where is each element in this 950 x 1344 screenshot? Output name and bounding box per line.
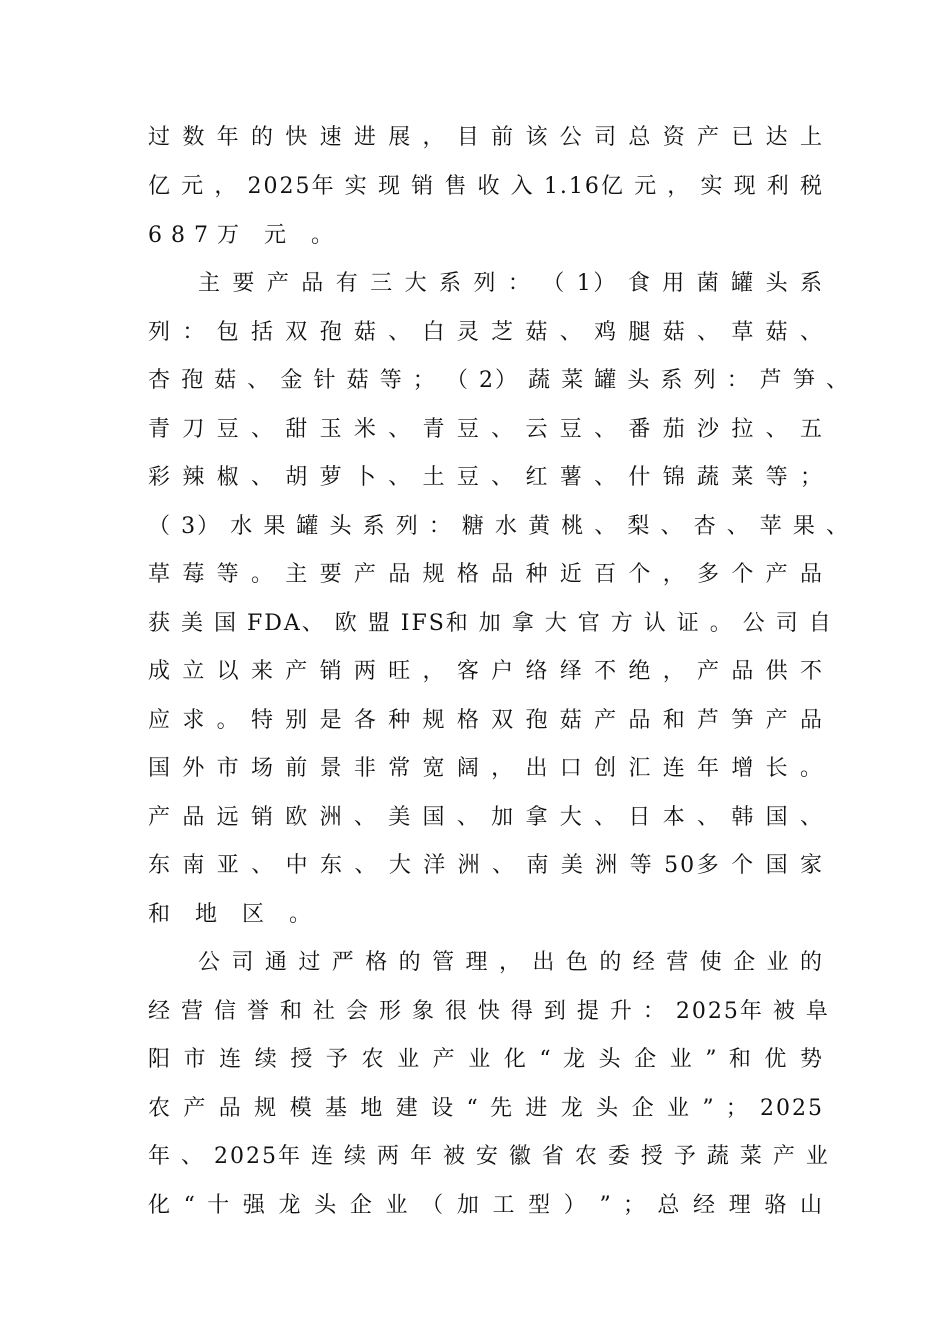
text-line: 亿 元 ， 2025年 实 现 销 售 收 入 1.16亿 元 ， 实 现 利 税 (148, 174, 824, 199)
text-line: 青 刀 豆 、 甜 玉 米 、 青 豆 、 云 豆 、 番 茄 沙 拉 、 五 (148, 417, 824, 442)
text-line: 和 地 区 。 (148, 902, 320, 927)
text-line: 东 南 亚 、 中 东 、 大 洋 洲 、 南 美 洲 等 50多 个 国 家 (148, 853, 824, 878)
text-line: 经 营 信 誉 和 社 会 形 象 很 快 得 到 提 升 ： 2025年 被 阜 (148, 999, 830, 1024)
text-line: 杏 孢 菇 、 金 针 菇 等 ； （ 2） 蔬 菜 罐 头 系 列 ： 芦 笋 、 (148, 368, 850, 393)
text-line: 过 数 年 的 快 速 进 展 ， 目 前 该 公 司 总 资 产 已 达 上 (148, 125, 824, 150)
text-line: 公 司 通 过 严 格 的 管 理 ， 出 色 的 经 营 使 企 业 的 (198, 950, 824, 975)
text-line: 列 ： 包 括 双 孢 菇 、 白 灵 芝 菇 、 鸡 腿 菇 、 草 菇 、 (148, 320, 824, 345)
text-line: 化 “ 十 强 龙 头 企 业 （ 加 工 型 ） ” ； 总 经 理 骆 山 (148, 1193, 824, 1218)
text-line: 阳 市 连 续 授 予 农 业 产 业 化 “ 龙 头 企 业 ” 和 优 势 (148, 1047, 824, 1072)
text-line: （ 3） 水 果 罐 头 系 列 ： 糖 水 黄 桃 、 梨 、 杏 、 苹 果 、 (148, 514, 850, 539)
text-line: 主 要 产 品 有 三 大 系 列 ： （ 1） 食 用 菌 罐 头 系 (198, 271, 824, 296)
text-line: 获 美 国 FDA、 欧 盟 IFS和 加 拿 大 官 方 认 证 。 公 司 自 (148, 611, 833, 636)
text-line: 农 产 品 规 模 基 地 建 设 “ 先 进 龙 头 企 业 ” ； 2025 (148, 1096, 824, 1121)
text-line: 产 品 远 销 欧 洲 、 美 国 、 加 拿 大 、 日 本 、 韩 国 、 (148, 805, 824, 830)
text-line: 国 外 市 场 前 景 非 常 宽 阔 ， 出 口 创 汇 连 年 增 长 。 (148, 756, 824, 781)
text-line: 彩 辣 椒 、 胡 萝 卜 、 土 豆 、 红 薯 、 什 锦 蔬 菜 等 ； (148, 465, 824, 490)
text-line: 成 立 以 来 产 销 两 旺 ， 客 户 络 绎 不 绝 ， 产 品 供 不 (148, 659, 824, 684)
text-line: 应 求 。 特 别 是 各 种 规 格 双 孢 菇 产 品 和 芦 笋 产 品 (148, 708, 824, 733)
text-line: 草 莓 等 。 主 要 产 品 规 格 品 种 近 百 个 ， 多 个 产 品 (148, 562, 824, 587)
text-line: 687万 元 。 (148, 223, 342, 248)
text-line: 年 、 2025年 连 续 两 年 被 安 徽 省 农 委 授 予 蔬 菜 产 业 (148, 1144, 830, 1169)
